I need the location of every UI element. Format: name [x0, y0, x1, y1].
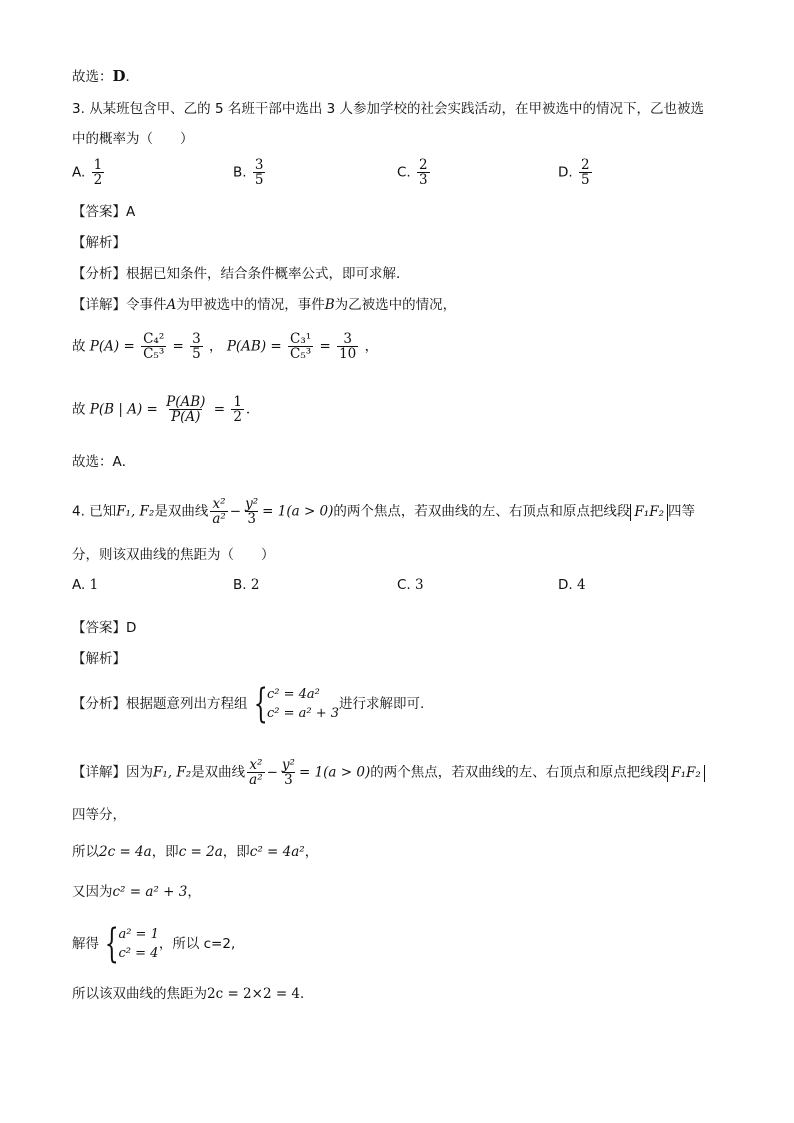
q4-xiangjie-line1: 【详解】因为F₁, F₂是双曲线 $\frac{\text{x²}}{\text{a²}}$ − $\frac{\text{y²}}{3}$ = 1(a > 0)的两个焦点，若双曲线的左、右顶点和原点把线段 F₁F₂	[72, 758, 705, 787]
q4-fenxi: 【分析】根据题意列出方程组 { c² = 4a² c² = a² + 3 进行求解即可.	[72, 681, 425, 727]
q4-stem-line1: 4. 已知F₁, F₂是双曲线 $\frac{\text{x²}}{\text{a²}}$ − $\frac{\text{y²}}{3}$ = 1(a > 0)的两个焦点，若双曲线的左、右顶点和原点把线段 F₁F₂ 四等	[72, 496, 695, 528]
q3-stem-line1: 3. 从某班包含甲、乙的 5 名班干部中选出 3 人参加学校的社会实践活动，在甲被选中的情况下，乙也被选	[72, 101, 705, 117]
q4-stem-line2: 分，则该双曲线的焦距为（ ）	[72, 547, 275, 563]
q4-step4: 所以该双曲线的焦距为2c = 2×2 = 4．	[72, 986, 314, 1002]
q3-option-a: A. $\frac{1}{2}$	[72, 157, 103, 189]
q4-option-c: C. 3	[397, 577, 424, 593]
q3-conditional-line: 故 P(B | A) = $\frac{P(AB)}{P(A)}$ = $\frac{1}{2}$ .	[72, 394, 251, 426]
q4-step2: 又因为c² = a² + 3，	[72, 884, 201, 900]
q3-stem-line2: 中的概率为（ ）	[72, 131, 194, 147]
q3-analysis-tag: 【解析】	[72, 235, 126, 251]
previous-answer: D	[112, 67, 126, 85]
fenxi-equation-system: { c² = 4a² c² = a² + 3	[253, 681, 339, 727]
q3-option-c: C. $\frac{2}{3}$	[397, 157, 428, 189]
pa-lhs: P(A) =	[89, 338, 135, 355]
cond-fraction: $\frac{P(AB)}{P(A)}$	[166, 394, 206, 426]
q3-fenxi: 【分析】根据已知条件，结合条件概率公式，即可求解．	[72, 266, 410, 282]
solution-equation-system: { a² = 1 c² = 4	[104, 921, 159, 967]
q3-choose-line: 故选：A．	[72, 454, 136, 470]
q4-analysis-tag: 【解析】	[72, 651, 126, 667]
q3-probability-line: 故 P(A) = $\frac{\text{C₄²}}{\text{C₅³}}$ = $\frac{3}{5}$ ， P(AB) = $\frac{\text{C₃¹}}{\text{C₅³}}$ = $\frac{3}{10}$ ，	[72, 331, 379, 363]
q3-number: 3.	[72, 101, 85, 117]
q3-option-b: B. $\frac{3}{5}$	[233, 157, 264, 189]
q3-answer: 【答案】A	[72, 204, 136, 220]
q3-option-d: D. $\frac{2}{5}$	[558, 157, 590, 189]
q4-option-b: B. 2	[233, 577, 260, 593]
q3-option-a-fraction: $\frac{1}{2}$	[93, 157, 103, 189]
previous-choose-line: 故选：D．	[72, 67, 140, 85]
q4-step1: 所以2c = 4a，即c = 2a，即c² = 4a²，	[72, 844, 319, 860]
pab-lhs: P(AB) =	[226, 338, 282, 355]
q3-xiangjie: 【详解】令事件A为甲被选中的情况，事件B为乙被选中的情况，	[72, 297, 457, 313]
pab-comb-fraction: $\frac{\text{C₃¹}}{\text{C₅³}}$	[290, 331, 312, 363]
q4-option-a: A. 1	[72, 577, 99, 593]
q4-step3: 解得 { a² = 1 c² = 4 ，所以 c=2,	[72, 921, 236, 967]
pa-comb-fraction: $\frac{\text{C₄²}}{\text{C₅³}}$	[143, 331, 165, 363]
q4-number: 4.	[72, 503, 85, 520]
q4-xiangjie-line2: 四等分，	[72, 807, 126, 823]
q4-answer: 【答案】D	[72, 620, 137, 636]
q4-option-d: D. 4	[558, 577, 586, 593]
